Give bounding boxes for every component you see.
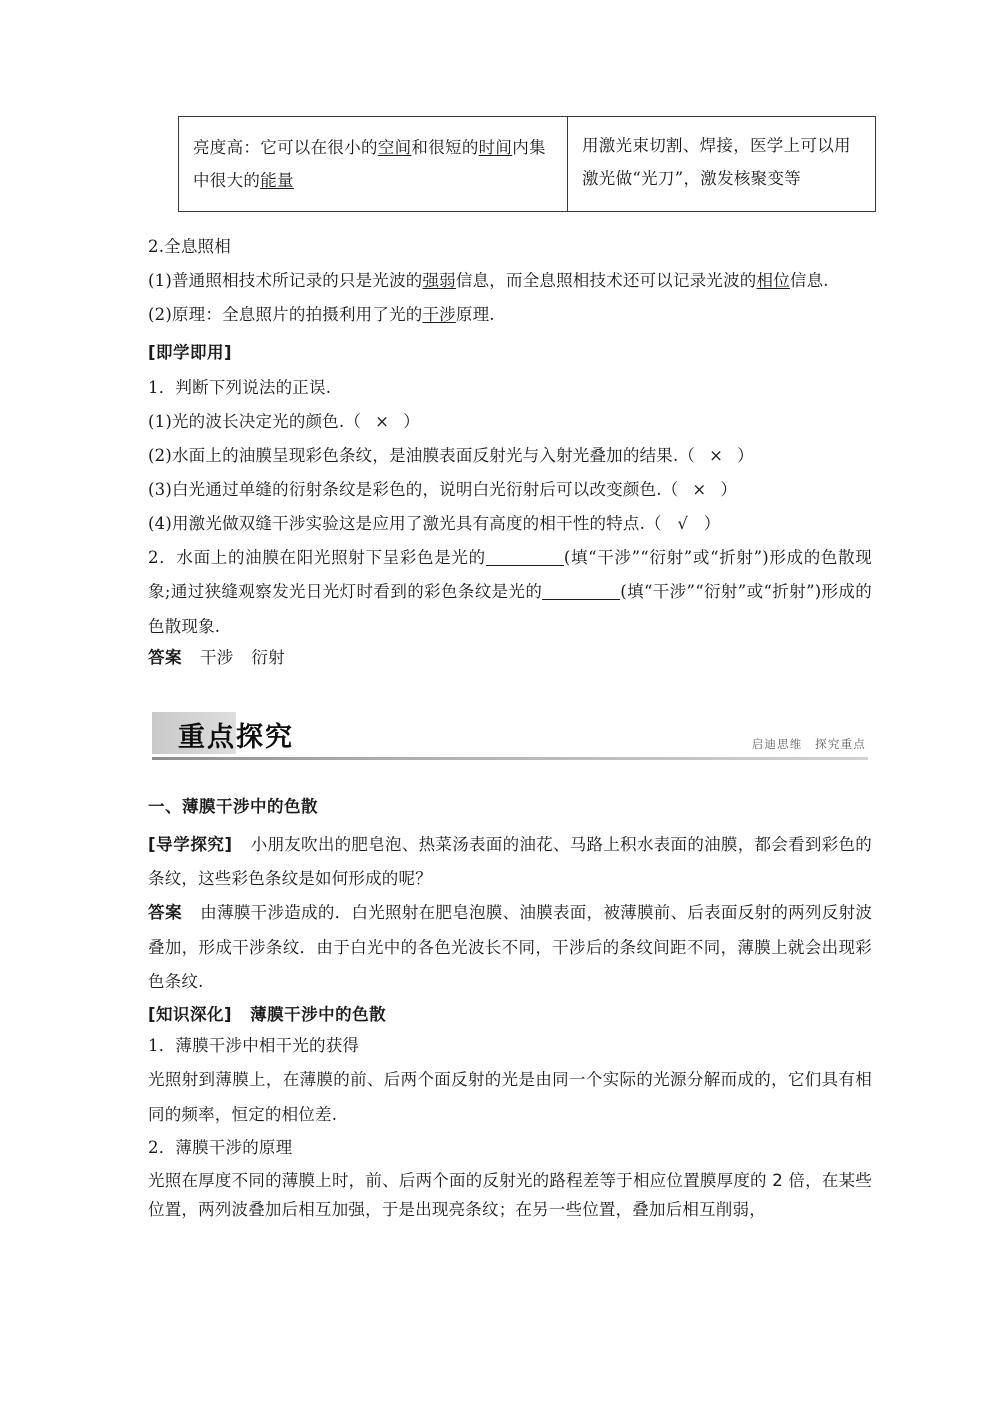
holography-item1-mid: 信息，而全息照相技术还可以记录光波的 (455, 271, 757, 291)
topic-answer-label: 答案 (148, 903, 183, 923)
practice-answer-label: 答案 (148, 647, 182, 667)
q2-blank-2[interactable] (542, 584, 620, 600)
q2-part3: (填“干涉”“衍射”或“折射”)形成的色散现象. (148, 582, 872, 636)
q1-item1-tail: ） (403, 411, 420, 431)
table-row (179, 117, 876, 212)
table-cell-property (179, 117, 568, 212)
cell-text-pre: 亮度高：它可以在很小的 (193, 138, 378, 157)
topic-point2-text: 光照在厚度不同的薄膜上时，前、后两个面的反射光的路程差等于相应位置膜厚度的 2 倍，在某些位置，两列波叠加后相互加强，于是出现亮条纹；在另一些位置，叠加后相互削弱， (148, 1171, 872, 1220)
holography-item-1 (148, 264, 872, 298)
holography-item2-pre: (2)原理：全息照片的拍摄利用了光的 (148, 305, 423, 325)
topic-explore-paragraph (148, 828, 872, 896)
holography-item2-post: 原理. (455, 305, 495, 325)
q1-item4-text: (4)用激光做双缝干涉实验这是应用了激光具有高度的相干性的特点.（ (148, 514, 662, 534)
explore-label: [导学探究] (148, 835, 233, 855)
holography-underline-phase: 相位 (756, 271, 790, 291)
practice-answer-1: 干涉 (200, 647, 234, 667)
practice-q1-item-4 (148, 507, 872, 541)
practice-q2 (148, 541, 872, 643)
practice-answer-line (148, 644, 872, 672)
q1-item3-mark: × (692, 479, 707, 499)
q1-item2-mark: × (709, 445, 724, 465)
practice-label: [即学即用] (148, 343, 233, 363)
holography-underline-intensity: 强弱 (422, 271, 456, 291)
practice-q1-item-2 (148, 439, 872, 473)
topic-point1-heading: 1．薄膜干涉中相干光的获得 (148, 1036, 360, 1056)
q1-item4-tail: ） (703, 514, 721, 534)
topic-point1-text: 光照射到薄膜上，在薄膜的前、后两个面反射的光是由同一个实际的光源分解而成的，它们具有相同的频率，恒定的相位差. (148, 1070, 872, 1124)
q2-part2: (填“干涉”“衍射”或“折射”)形成的色散现象;通过狭缝观察发光日光灯时看到的彩色条纹是光的 (148, 548, 873, 602)
cell-text-post: 内集中很大的 (193, 138, 546, 190)
holography-item1-post: 信息. (789, 271, 829, 291)
section-title: 重点探究 (178, 722, 294, 754)
deepen-label: [知识深化] (148, 1004, 233, 1024)
q1-item3-text: (3)白光通过单缝的衍射条纹是彩色的，说明白光衍射后可以改变颜色.（ (148, 479, 679, 499)
laser-property-table (178, 116, 876, 212)
practice-q1-stem: 1．判断下列说法的正误. (148, 377, 332, 397)
page-content (148, 108, 872, 1225)
q2-part1: 2．水面上的油膜在阳光照射下呈彩色是光的 (148, 548, 486, 568)
practice-answer-2: 衍射 (251, 647, 285, 667)
topic-answer-text: 由薄膜干涉造成的．白光照射在肥皂泡膜、油膜表面，被薄膜前、后表面反射的两列反射波叠加，形成干涉条纹．由于白光中的各色光波长不同，干涉后的条纹间距不同，薄膜上就会出现彩色条纹. (148, 903, 873, 991)
cell-text-mid: 和很短的 (411, 138, 479, 157)
deepen-title: 薄膜干涉中的色散 (250, 1004, 387, 1024)
q1-item2-tail: ） (737, 445, 754, 465)
holography-heading: 2.全息照相 (148, 237, 231, 256)
topic-deepen-line (148, 1001, 872, 1029)
topic-answer-paragraph (148, 896, 872, 998)
cell-underline-space: 空间 (377, 138, 412, 157)
q1-item4-mark: √ (677, 514, 689, 534)
cell-underline-time: 时间 (478, 138, 513, 157)
practice-q1-item-1 (148, 405, 872, 439)
table-cell-application: 用激光束切割、焊接，医学上可以用激光做“光刀”，激发核聚变等 (568, 117, 876, 212)
section-header-key-exploration (148, 712, 872, 768)
explore-text: 小朋友吹出的肥皂泡、热菜汤表面的油花、马路上积水表面的油膜，都会看到彩色的条纹，这些彩色条纹是如何形成的呢？ (148, 835, 872, 889)
section-subtitle: 启迪思维 探究重点 (751, 737, 866, 752)
holography-item1-pre: (1)普通照相技术所记录的只是光波的 (148, 271, 423, 291)
practice-q1-item-3 (148, 473, 872, 507)
q2-blank-1[interactable] (486, 550, 564, 566)
holography-item-2 (148, 298, 872, 332)
q1-item3-tail: ） (720, 479, 738, 499)
holography-underline-interference: 干涉 (422, 305, 456, 325)
q1-item2-text: (2)水面上的油膜呈现彩色条纹，是油膜表面反射光与入射光叠加的结果.（ (148, 445, 696, 465)
q1-item1-mark: × (375, 411, 390, 431)
section-divider-rule (152, 757, 868, 760)
topic-heading: 一、薄膜干涉中的色散 (148, 797, 318, 817)
q1-item1-text: (1)光的波长决定光的颜色.（ (148, 411, 362, 431)
topic-point2-heading: 2．薄膜干涉的原理 (148, 1137, 293, 1157)
cell-underline-energy: 能量 (260, 171, 294, 190)
